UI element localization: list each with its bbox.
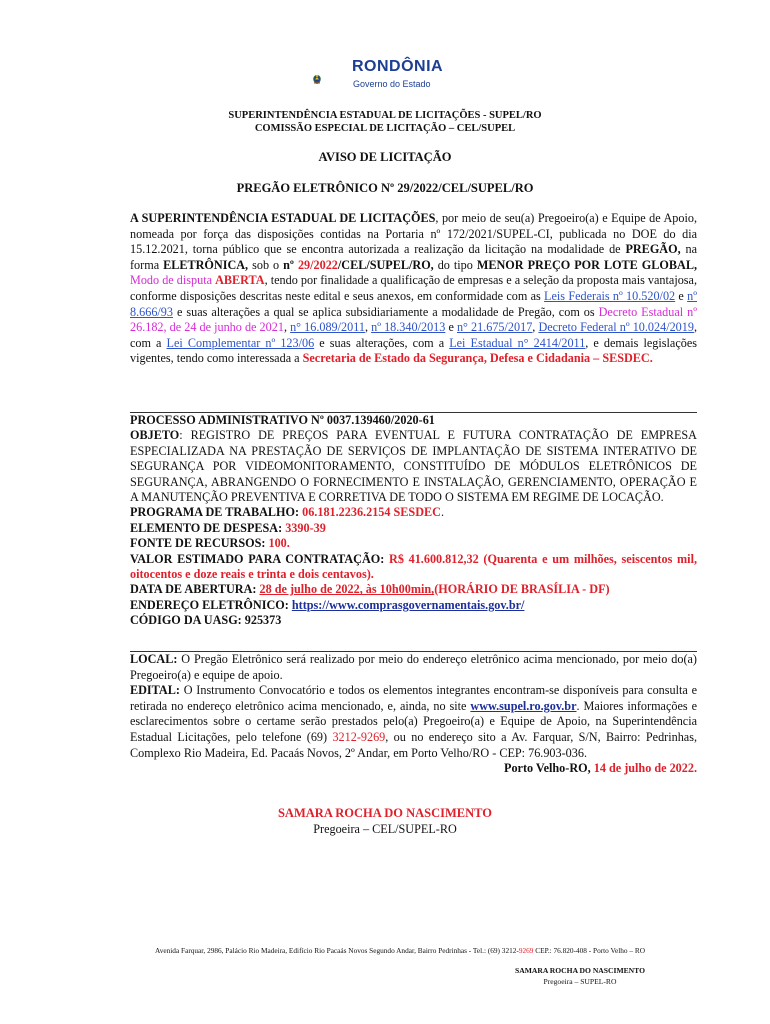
law-link-10024[interactable]: Decreto Federal nº 10.024/2019 [538, 320, 694, 335]
data-timezone: (HORÁRIO DE BRASÍLIA - DF) [434, 582, 610, 597]
local-edital-block [130, 652, 697, 777]
endereco-label: ENDEREÇO ELETRÔNICO: [130, 597, 292, 612]
valor-label: VALOR ESTIMADO PARA CONTRATAÇÃO: [130, 551, 390, 566]
logo-subtitle: Governo do Estado [353, 79, 431, 89]
intro-text: , [283, 320, 291, 335]
date-place: Porto Velho-RO, [504, 761, 594, 776]
intro-paragraph [130, 211, 697, 367]
interested-party: Secretaria de Estado da Segurança, Defesa e Cidadania – SESDEC. [302, 351, 653, 366]
processo-line: PROCESSO ADMINISTRATIVO Nº 0037.139460/2020-61 [130, 413, 435, 427]
intro-modality: PREGÃO, [625, 242, 681, 257]
rondonia-coat-of-arms-icon [312, 57, 352, 101]
fonte-label: FONTE DE RECURSOS: [130, 536, 269, 551]
elemento-label: ELEMENTO DE DESPESA: [130, 520, 286, 535]
objeto-label: OBJETO [130, 428, 180, 443]
programa-end: . [440, 505, 444, 520]
law-link-16089[interactable]: n° 16.089/2011 [290, 320, 365, 335]
intro-text: e suas alterações, com a [314, 335, 450, 350]
edital-text: O Instrumento Convocatório e todos os elementos integrantes encontram-se disponíveis para consulta e retirada no endereço eletrônico acima mencionado, e, ainda, no site [130, 683, 697, 713]
footer-signature-role: Pregoeira – SUPEL-RO [543, 977, 617, 986]
intro-text: e [445, 320, 457, 335]
supel-link[interactable]: www.supel.ro.gov.br [470, 698, 577, 713]
intro-type: MENOR PREÇO POR LOTE GLOBAL, [476, 257, 697, 272]
law-link-8666[interactable]: nº 8.666/93 [130, 288, 697, 319]
document-subtitle: PREGÃO ELETRÔNICO Nº 29/2022/CEL/SUPEL/RO [236, 181, 534, 195]
footer-phone: 9269 [518, 946, 534, 955]
intro-dispute-mode: Modo de disputa [130, 273, 213, 288]
edital-text: . Maiores informações e esclarecimentos sobre o certame serão prestados pelo(a) Pregoeiro(a) e Equipe de Apoio, na Superintendência Estadual Licitações, pelo telefone (69) [130, 698, 697, 744]
edital-label: EDITAL: [130, 683, 180, 698]
intro-text: , [532, 320, 539, 335]
decree-26182: Decreto Estadual nº 26.182, de 24 de junho de 2021 [130, 304, 697, 335]
header-line-2: COMISSÃO ESPECIAL DE LICITAÇÃO – CEL/SUPEL [254, 123, 516, 134]
intro-text: , com a [130, 320, 698, 350]
law-link-2414[interactable]: Lei Estadual n° 2414/2011 [449, 335, 586, 350]
intro-text: , e demais legislações vigentes, tendo como interessada a [130, 335, 697, 366]
intro-number: 29/2022 [297, 257, 338, 272]
date-value: 14 de julho de 2022. [593, 761, 697, 776]
data-value: 28 de julho de 2022, às 10h00min, [259, 582, 435, 597]
intro-text: sob o [248, 257, 284, 272]
programa-value: 06.181.2236.2154 SESDEC [302, 505, 441, 520]
intro-text: do tipo [433, 257, 477, 272]
programa-label: PROGRAMA DE TRABALHO: [130, 505, 303, 520]
signature-role: Pregoeira – CEL/SUPEL-RO [313, 822, 457, 836]
footer-address-text: Avenida Farquar, 2986, Palácio Rio Madeira, Edifício Rio Pacaás Novos Segundo Andar, Bairro Pedrinhas - Tel.: (69) 3212- [155, 946, 519, 955]
edital-phone: 3212-9269 [332, 729, 386, 744]
intro-agency: A SUPERINTENDÊNCIA ESTADUAL DE LICITAÇÕES [130, 211, 436, 225]
objeto-text: : REGISTRO DE PREÇOS PARA EVENTUAL E FUTURA CONTRATAÇÃO DE EMPRESA ESPECIALIZADA NA PRESTAÇÃO DE SERVIÇOS DE IMPLANTAÇÃO DE SISTEMA INTERATIVO DE SEGURANÇA POR VIDEOMONITORAMENTO, CONSTITUÍDO DE MÓDULOS ELETRÔNICOS DE SEGURANÇA, ABRANGENDO O FORNECIMENTO E INSTALAÇÃO, GERENCIAMENTO, OPERAÇÃO E A MANUTENÇÃO PREVENTIVA E CORRETIVA DE TODO O SISTEMA EM REGIME DE LOCAÇÃO. [130, 428, 697, 505]
intro-text: , tendo por finalidade a qualificação de empresas e a seleção da proposta mais vantajosa, conforme disposições descritas neste edital e seus anexos, em conformidade com as [130, 273, 697, 303]
intro-dispute-aberta: ABERTA [215, 273, 265, 288]
footer-signature-name: SAMARA ROCHA DO NASCIMENTO [514, 966, 646, 975]
document-title: AVISO DE LICITAÇÃO [318, 150, 452, 164]
law-link-lc-123[interactable]: Lei Complementar nº 123/06 [166, 335, 315, 350]
data-label: DATA DE ABERTURA: [130, 582, 260, 597]
intro-text: e [675, 288, 688, 303]
law-link-21675[interactable]: n° 21.675/2017 [456, 320, 533, 335]
local-label: LOCAL: [130, 652, 178, 666]
intro-text: e suas alterações a qual se aplica subsidiariamente a modalidade de Pregão, com os [173, 304, 599, 319]
law-link-18340[interactable]: nº 18.340/2013 [371, 320, 446, 335]
details-block [130, 413, 697, 629]
intro-text: , [364, 320, 372, 335]
header-line-1: SUPERINTENDÊNCIA ESTADUAL DE LICITAÇÕES - SUPEL/RO [228, 110, 542, 121]
intro-text: na forma [130, 242, 697, 272]
logo-title: RONDÔNIA [352, 58, 444, 75]
uasg-line: CÓDIGO DA UASG: 925373 [130, 613, 282, 628]
intro-number-suffix: /CEL/SUPEL/RO, [337, 257, 434, 272]
intro-text: , por meio de seu(a) Pregoeiro(a) e Equipe de Apoio, nomeada por força das disposições contidas na Portaria nº 172/2021/SUPEL-CI, publicada no DOE do dia 15.12.2021, torna público que se encontra autorizada a realização da licitação na modalidade de [130, 211, 697, 257]
fonte-value: 100. [268, 536, 290, 551]
valor-value: R$ 41.600.812,32 (Quarenta e um milhões, seiscentos mil, oitocentos e doze reais e trinta e dois centavos). [130, 551, 697, 582]
edital-text: , ou no endereço sito a Av. Farquar, S/N, Bairro: Pedrinhas, Complexo Rio Madeira, Ed. Pacaás Novos, 2º Andar, em Porto Velho/RO - CEP: 76.903-036. [130, 729, 697, 760]
footer-address-end: CEP.: 76.820-408 - Porto Velho – RO [533, 946, 645, 955]
elemento-value: 3390-39 [285, 520, 326, 535]
intro-form: ELETRÔNICA, [163, 257, 249, 272]
signature-name: SAMARA ROCHA DO NASCIMENTO [277, 806, 493, 820]
local-text: O Pregão Eletrônico será realizado por meio do endereço eletrônico acima mencionado, por meio do(a) Pregoeiro(a) e equipe de apoio. [130, 652, 697, 682]
footer-address [0, 946, 770, 955]
intro-number-label: nº [283, 257, 294, 272]
law-link-10520[interactable]: Leis Federais nº 10.520/02 [544, 288, 676, 303]
comprasgov-link[interactable]: https://www.comprasgovernamentais.gov.br/ [291, 597, 525, 612]
